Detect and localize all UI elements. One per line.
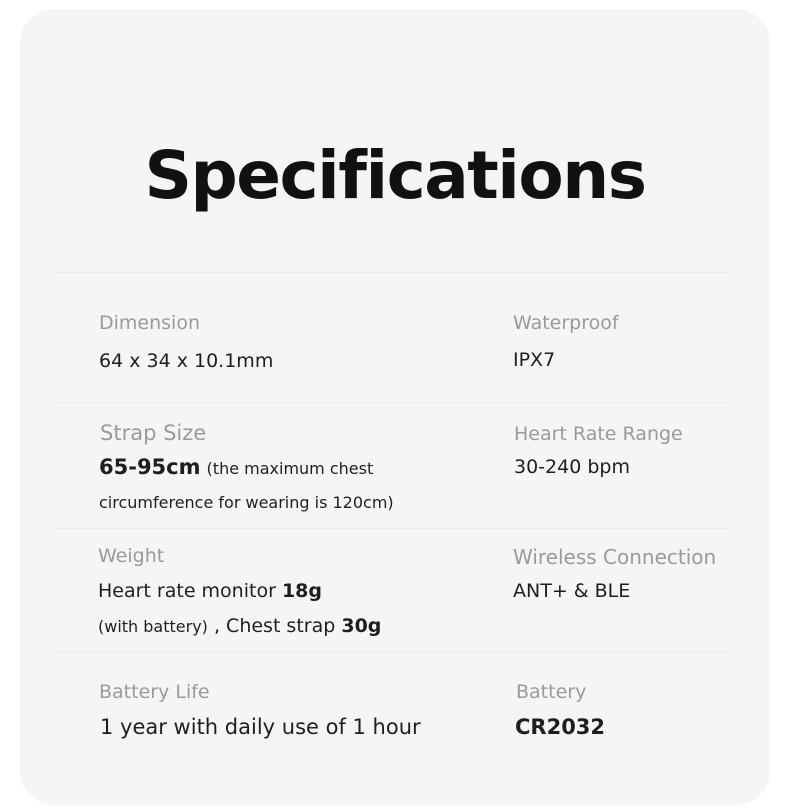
strap-size-range: 65-95cm	[99, 455, 201, 479]
strap-size-note: (the maximum chest	[206, 459, 374, 478]
weight-battery-note: (with battery)	[98, 617, 208, 636]
weight-value-line1	[98, 580, 322, 603]
strap-size-value	[99, 455, 373, 480]
wireless-connection-value: ANT+ & BLE	[513, 580, 631, 602]
weight-value-line2	[98, 615, 381, 638]
battery-label: Battery	[516, 681, 587, 703]
weight-label: Weight	[98, 545, 165, 567]
divider	[58, 402, 732, 403]
strap-size-label: Strap Size	[100, 421, 207, 445]
heart-rate-range-value: 30-240 bpm	[514, 456, 630, 478]
divider	[58, 528, 732, 529]
divider	[58, 652, 732, 653]
weight-monitor-value: 18g	[281, 580, 322, 602]
waterproof-value: IPX7	[513, 349, 556, 371]
dimension-value: 64 x 34 x 10.1mm	[99, 350, 274, 372]
wireless-connection-label: Wireless Connection	[513, 545, 717, 569]
battery-life-label: Battery Life	[99, 681, 210, 703]
battery-life-value: 1 year with daily use of 1 hour	[100, 715, 421, 739]
page-title: Specifications	[144, 137, 646, 214]
weight-strap-text: , Chest strap	[213, 615, 336, 637]
weight-monitor-text: Heart rate monitor	[98, 580, 276, 602]
strap-size-note-line2: circumference for wearing is 120cm)	[99, 493, 394, 512]
heart-rate-range-label: Heart Rate Range	[514, 423, 683, 445]
divider	[58, 272, 732, 273]
dimension-label: Dimension	[99, 312, 200, 334]
waterproof-label: Waterproof	[513, 312, 619, 334]
weight-strap-value: 30g	[341, 615, 382, 637]
battery-value: CR2032	[515, 715, 606, 739]
